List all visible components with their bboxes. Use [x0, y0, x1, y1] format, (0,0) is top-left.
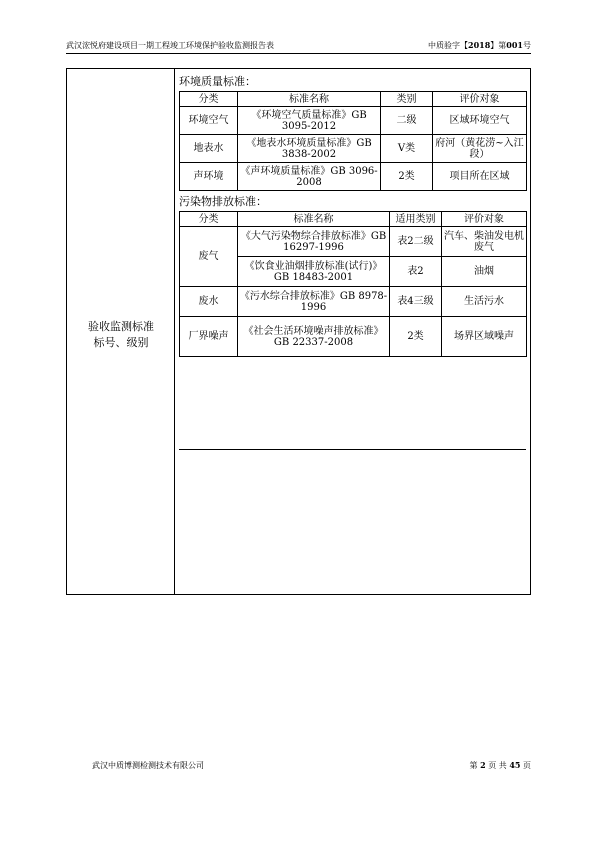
page-total: 45	[509, 760, 521, 770]
standards-label	[67, 319, 175, 351]
cell-category: 声环境	[180, 163, 238, 191]
cell-grade: 2类	[390, 317, 442, 357]
page-counter	[470, 760, 531, 771]
table-header-row	[180, 92, 527, 107]
cell-grade: 2类	[381, 163, 433, 191]
cell-target: 汽车、柴油发电机废气	[442, 227, 527, 257]
table-row	[180, 107, 527, 135]
standards-content	[179, 73, 526, 359]
col-target: 评价对象	[433, 92, 527, 107]
standards-frame	[66, 68, 531, 595]
env-quality-table	[179, 91, 527, 191]
cell-standard: 《大气污染物综合排放标准》GB 16297-1996	[238, 227, 390, 257]
cell-category: 废气	[180, 227, 238, 287]
page-mid: 页 共	[488, 761, 507, 770]
cell-target: 场界区域噪声	[442, 317, 527, 357]
header-divider	[66, 53, 531, 54]
cell-target: 项目所在区域	[433, 163, 527, 191]
col-category: 分类	[180, 92, 238, 107]
cell-target: 生活污水	[442, 287, 527, 317]
cell-target: 府河（黄花涝~入江段）	[433, 135, 527, 163]
cell-grade: 二级	[381, 107, 433, 135]
cell-grade: 表4三级	[390, 287, 442, 317]
env-quality-heading: 环境质量标准：	[179, 75, 256, 88]
table-row	[180, 317, 527, 357]
col-category: 分类	[180, 212, 238, 227]
report-number	[428, 40, 531, 51]
cell-category: 厂界噪声	[180, 317, 238, 357]
cell-standard: 《饮食业油烟排放标准(试行)》 GB 18483-2001	[238, 257, 390, 287]
ref-no: 001	[506, 40, 523, 50]
ref-year: 2018	[468, 40, 491, 50]
cell-standard: 《污水综合排放标准》GB 8978-1996	[238, 287, 390, 317]
ref-suffix: 号	[523, 41, 531, 50]
col-standard: 标准名称	[238, 212, 390, 227]
page-number: 2	[480, 760, 486, 770]
table-row	[180, 287, 527, 317]
cell-target: 区域环境空气	[433, 107, 527, 135]
cell-category: 废水	[180, 287, 238, 317]
table-header-row	[180, 212, 527, 227]
table-row	[180, 163, 527, 191]
col-target: 评价对象	[442, 212, 527, 227]
col-grade: 适用类别	[390, 212, 442, 227]
cell-grade: 表2	[390, 257, 442, 287]
report-title: 武汉浤悦府建设项目一期工程竣工环境保护验收监测报告表	[66, 41, 274, 50]
cell-standard: 《社会生活环境噪声排放标准》 GB 22337-2008	[238, 317, 390, 357]
ref-prefix: 中质验字【	[428, 41, 469, 50]
cell-category: 环境空气	[180, 107, 238, 135]
cell-standard: 《环境空气质量标准》GB 3095-2012	[238, 107, 381, 135]
cell-grade: Ⅴ类	[381, 135, 433, 163]
page-prefix: 第	[469, 761, 478, 770]
cell-target: 油烟	[442, 257, 527, 287]
cell-category: 地表水	[180, 135, 238, 163]
ref-mid: 】第	[490, 41, 507, 50]
table-row	[180, 135, 527, 163]
cell-standard: 《地表水环境质量标准》GB 3838-2002	[238, 135, 381, 163]
pollutant-heading: 污染物排放标准：	[179, 195, 267, 208]
pollutant-table	[179, 211, 527, 357]
col-grade: 类别	[381, 92, 433, 107]
label-line-2: 标号、级别	[93, 336, 149, 349]
company-name: 武汉中质博测检测技术有限公司	[92, 761, 204, 770]
label-column	[67, 69, 175, 594]
label-line-1: 验收监测标准	[88, 320, 154, 333]
table-row	[180, 227, 527, 257]
cell-standard: 《声环境质量标准》GB 3096-2008	[238, 163, 381, 191]
page-suffix: 页	[523, 761, 531, 770]
col-standard: 标准名称	[238, 92, 381, 107]
content-bottom-rule	[179, 449, 526, 450]
cell-grade: 表2二级	[390, 227, 442, 257]
